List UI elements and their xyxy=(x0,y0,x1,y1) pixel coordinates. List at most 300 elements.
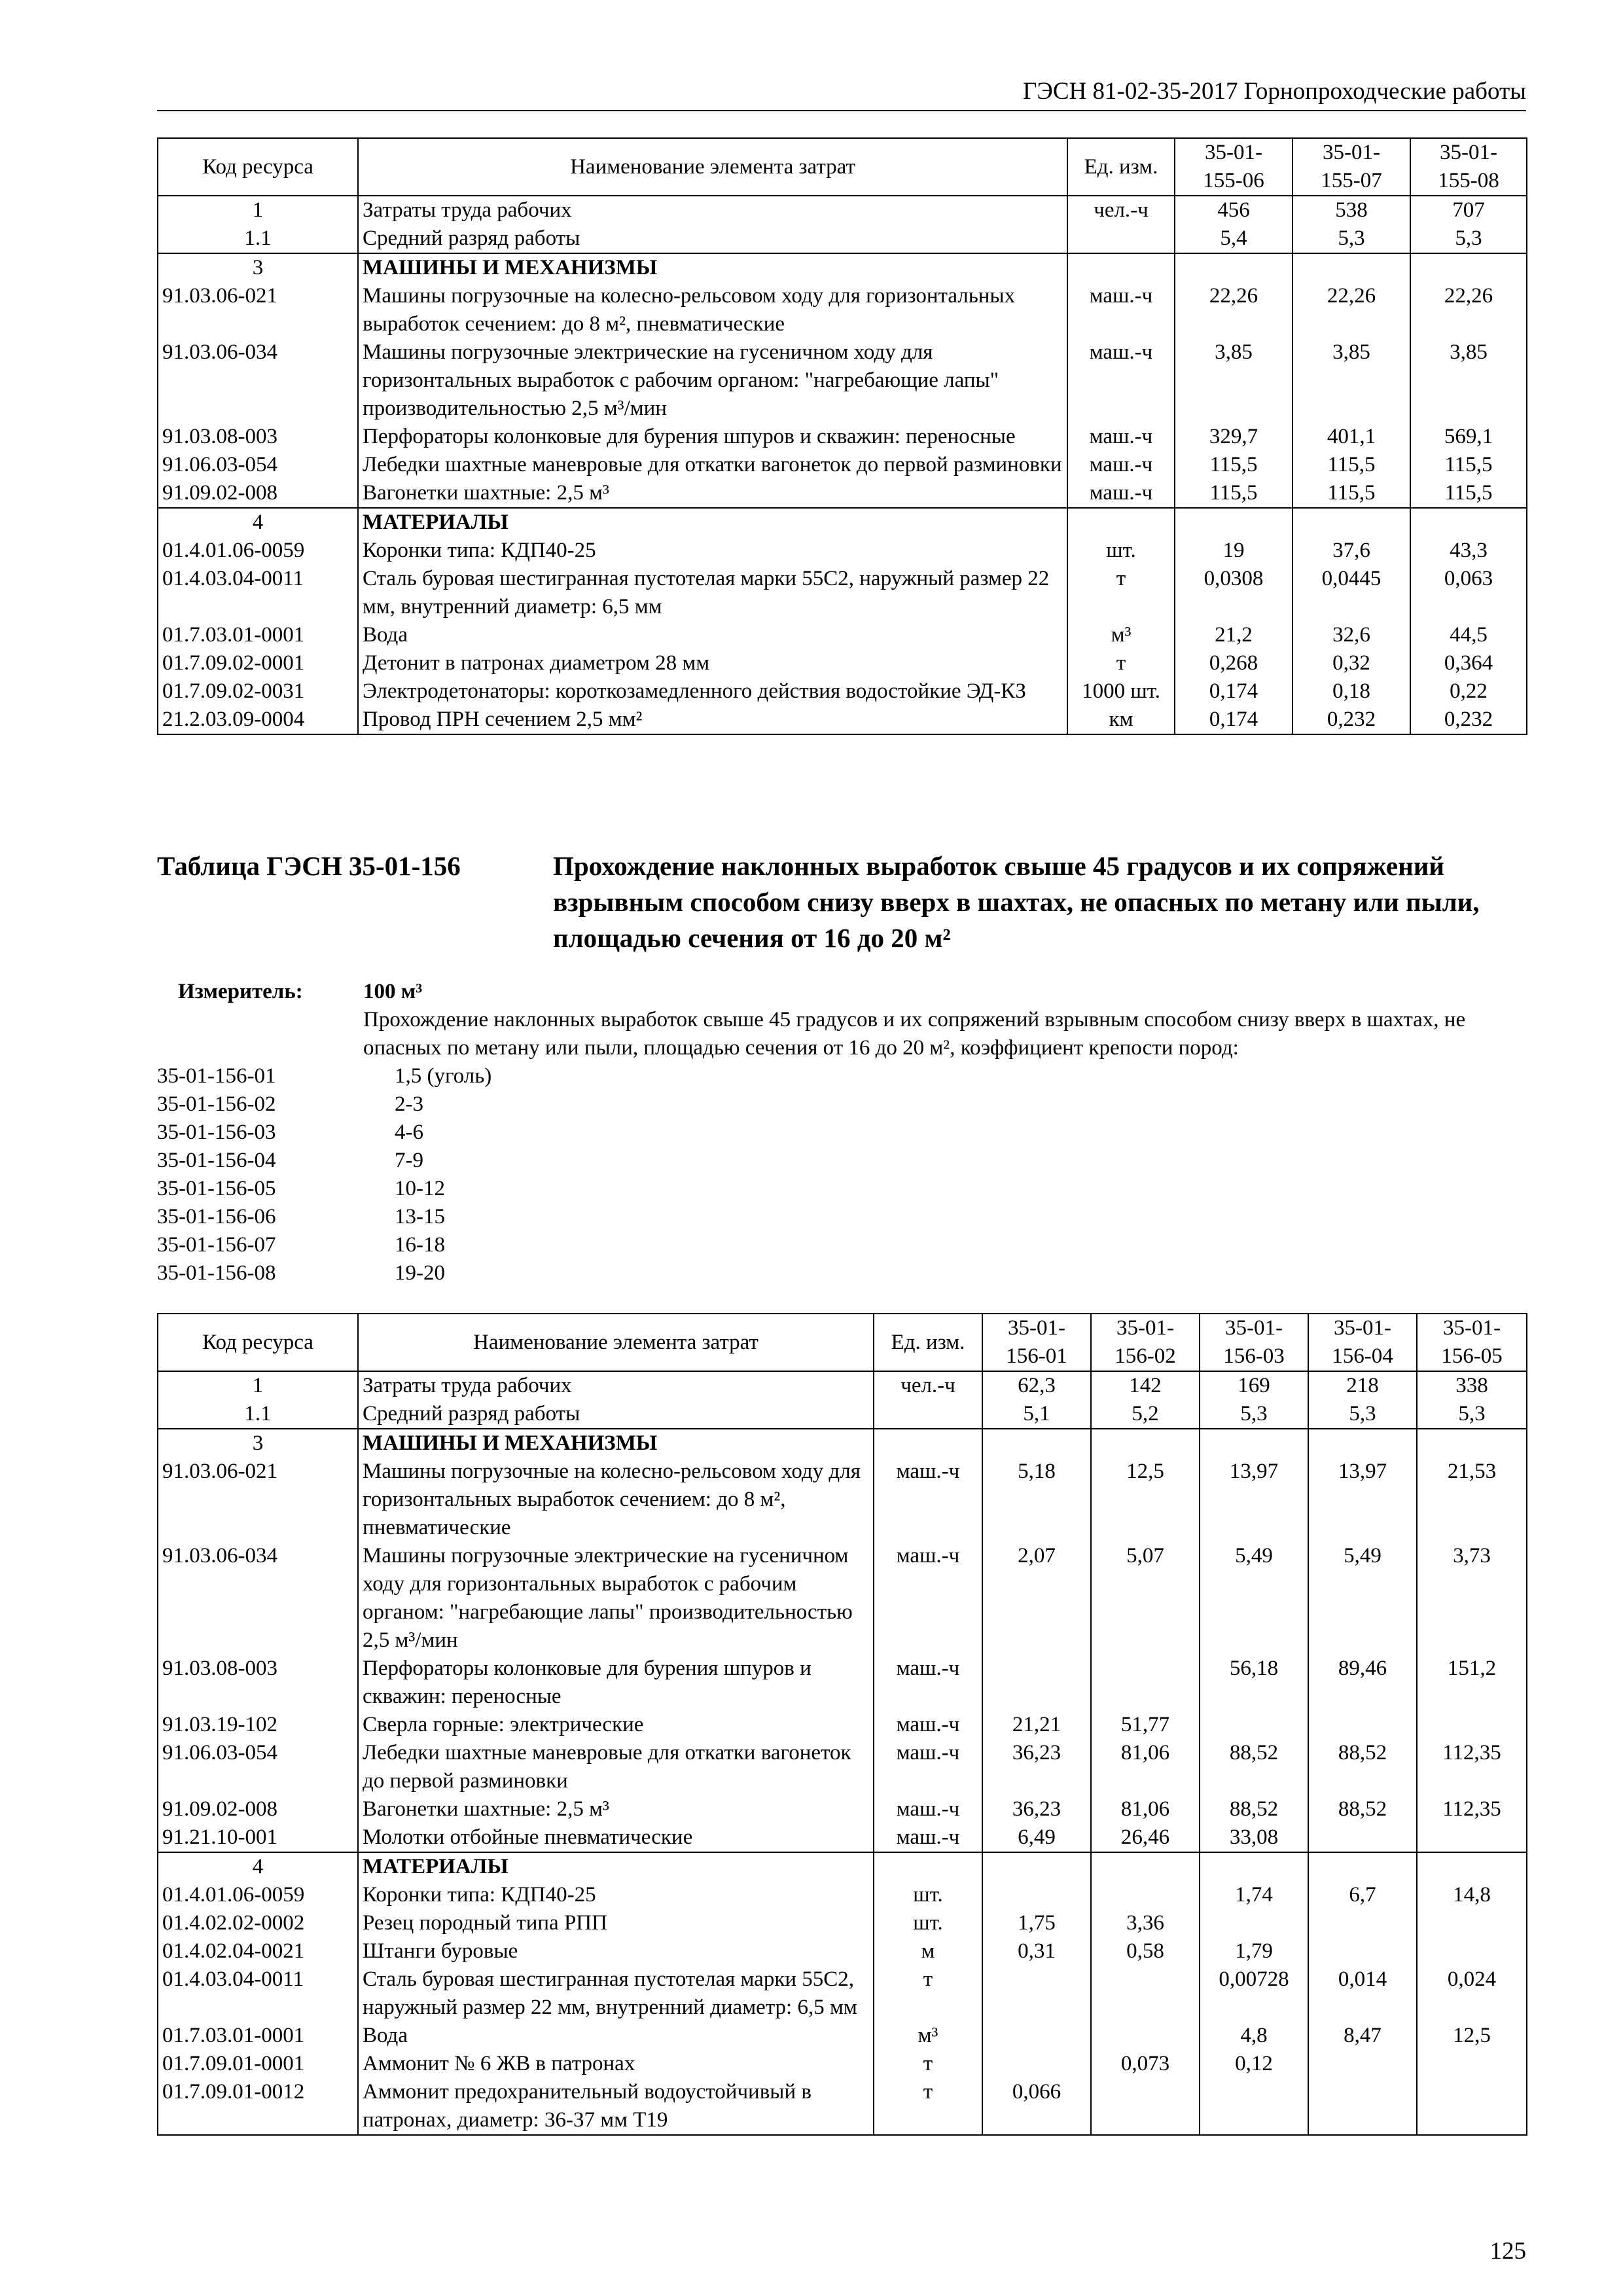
table-row xyxy=(158,1795,1527,1823)
resource-unit: т xyxy=(874,2078,982,2135)
resource-unit: маш.-ч xyxy=(874,1542,982,1655)
resource-code: 91.03.19-102 xyxy=(158,1711,358,1739)
resource-code: 91.03.08-003 xyxy=(158,1655,358,1711)
table-row xyxy=(158,1711,1527,1739)
table-row xyxy=(158,1909,1527,1937)
header-norm-code: 35-01- 156-02 xyxy=(1091,1314,1200,1371)
header-name: Наименование элемента затрат xyxy=(358,1314,874,1371)
table-row xyxy=(158,621,1527,649)
header-norm-code: 35-01- 155-06 xyxy=(1175,138,1293,196)
resource-unit: маш.-ч xyxy=(874,1795,982,1823)
header-unit: Ед. изм. xyxy=(1067,138,1175,196)
variant-row xyxy=(157,1147,746,1175)
resource-unit xyxy=(874,1429,982,1458)
norm-value: 0,066 xyxy=(982,2078,1091,2135)
norm-value: 112,35 xyxy=(1417,1739,1527,1795)
resource-name: МАШИНЫ И МЕХАНИЗМЫ xyxy=(358,253,1067,282)
variant-hardness: 13-15 xyxy=(395,1205,445,1229)
norm-value: 88,52 xyxy=(1308,1739,1417,1795)
resource-name: МАШИНЫ И МЕХАНИЗМЫ xyxy=(358,1429,874,1458)
norm-value xyxy=(1091,2078,1200,2135)
resource-unit: шт. xyxy=(874,1909,982,1937)
header-name: Наименование элемента затрат xyxy=(358,138,1067,196)
resource-code: 01.7.09.01-0012 xyxy=(158,2078,358,2135)
norm-value: 401,1 xyxy=(1293,423,1410,451)
norm-value: 5,49 xyxy=(1200,1542,1308,1655)
norm-value xyxy=(1091,1429,1200,1458)
variant-hardness: 7-9 xyxy=(395,1149,423,1172)
table-row xyxy=(158,451,1527,479)
variant-row xyxy=(157,1090,746,1119)
header-code: Код ресурса xyxy=(158,138,358,196)
resource-name: Лебедки шахтные маневровые для откатки вагонеток до первой разминовки xyxy=(358,1739,874,1795)
resource-code: 01.7.03.01-0001 xyxy=(158,2022,358,2050)
norm-value: 218 xyxy=(1308,1371,1417,1400)
norm-value xyxy=(1175,508,1293,537)
resource-unit xyxy=(874,1400,982,1429)
table-row xyxy=(158,196,1527,224)
table-row xyxy=(158,1937,1527,1965)
table-row xyxy=(158,1655,1527,1711)
norm-value: 169 xyxy=(1200,1371,1308,1400)
resource-code: 4 xyxy=(158,508,358,537)
resource-code: 01.7.09.01-0001 xyxy=(158,2050,358,2078)
resource-code: 01.4.03.04-0011 xyxy=(158,565,358,621)
norm-value xyxy=(1308,1909,1417,1937)
table-row xyxy=(158,649,1527,677)
variant-row xyxy=(157,1203,746,1231)
norm-value xyxy=(1417,1937,1527,1965)
meter-value: 100 м³ xyxy=(363,980,423,1003)
resource-unit xyxy=(1067,508,1175,537)
norm-value: 8,47 xyxy=(1308,2022,1417,2050)
table-row xyxy=(158,1371,1527,1400)
resource-name: Аммонит № 6 ЖВ в патронах xyxy=(358,2050,874,2078)
resource-code: 21.2.03.09-0004 xyxy=(158,706,358,734)
norm-value: 0,32 xyxy=(1293,649,1410,677)
table-row xyxy=(158,565,1527,621)
norm-value xyxy=(1308,1711,1417,1739)
resource-name: Детонит в патронах диаметром 28 мм xyxy=(358,649,1067,677)
table-row xyxy=(158,1852,1527,1881)
resource-code: 4 xyxy=(158,1852,358,1881)
resource-unit: маш.-ч xyxy=(874,1655,982,1711)
table-title: Прохождение наклонных выработок свыше 45 градусов и их сопряжений взрывным способом снизу вверх в шахтах, не опасных по метану или пыли, площадью сечения от 16 до 20 м² xyxy=(553,851,1480,953)
norm-value xyxy=(1308,1429,1417,1458)
table-number: Таблица ГЭСН 35-01-156 xyxy=(157,851,461,881)
resource-name: Машины погрузочные электрические на гусеничном ходу для горизонтальных выработок с рабочим органом: "нагребающие лапы" производительностью 2,5 м³/мин xyxy=(358,1542,874,1655)
table-row xyxy=(158,479,1527,508)
norm-value: 0,232 xyxy=(1410,706,1527,734)
resource-unit: маш.-ч xyxy=(874,1711,982,1739)
resource-unit: км xyxy=(1067,706,1175,734)
resource-name: Затраты труда рабочих xyxy=(358,1371,874,1400)
header-norm-code: 35-01- 155-08 xyxy=(1410,138,1527,196)
norm-value: 0,31 xyxy=(982,1937,1091,1965)
resource-name: Коронки типа: КДП40-25 xyxy=(358,1881,874,1909)
norm-value xyxy=(1417,2078,1527,2135)
norm-value: 151,2 xyxy=(1417,1655,1527,1711)
norm-value: 88,52 xyxy=(1308,1795,1417,1823)
norm-value xyxy=(1175,253,1293,282)
resource-code: 01.4.02.04-0021 xyxy=(158,1937,358,1965)
resource-table-156 xyxy=(157,1313,1527,2136)
resource-code: 91.03.06-021 xyxy=(158,1458,358,1542)
norm-value: 112,35 xyxy=(1417,1795,1527,1823)
norm-value: 89,46 xyxy=(1308,1655,1417,1711)
table-row xyxy=(158,2022,1527,2050)
norm-value xyxy=(1091,2022,1200,2050)
norm-value: 0,0445 xyxy=(1293,565,1410,621)
table-row xyxy=(158,1429,1527,1458)
norm-value: 338 xyxy=(1417,1371,1527,1400)
norm-value xyxy=(1200,2078,1308,2135)
table-row xyxy=(158,338,1527,423)
variant-list xyxy=(157,1062,746,1287)
resource-unit: маш.-ч xyxy=(874,1823,982,1852)
header-unit: Ед. изм. xyxy=(874,1314,982,1371)
table-row xyxy=(158,1458,1527,1542)
norm-value: 5,3 xyxy=(1308,1400,1417,1429)
variant-hardness: 10-12 xyxy=(395,1177,445,1200)
norm-value xyxy=(1308,2078,1417,2135)
norm-value: 12,5 xyxy=(1417,2022,1527,2050)
resource-name: Машины погрузочные на колесно-рельсовом ходу для горизонтальных выработок сечением: до 8 м², пневматические xyxy=(358,282,1067,338)
norm-value: 14,8 xyxy=(1417,1881,1527,1909)
norm-value xyxy=(1308,1937,1417,1965)
resource-code: 01.4.03.04-0011 xyxy=(158,1965,358,2022)
resource-name: Вода xyxy=(358,2022,874,2050)
norm-value: 0,12 xyxy=(1200,2050,1308,2078)
resource-name: МАТЕРИАЛЫ xyxy=(358,1852,874,1881)
resource-unit: маш.-ч xyxy=(1067,282,1175,338)
resource-code: 3 xyxy=(158,253,358,282)
norm-value: 37,6 xyxy=(1293,537,1410,565)
resource-code: 91.21.10-001 xyxy=(158,1823,358,1852)
resource-table-155 xyxy=(157,137,1527,735)
table-header-row xyxy=(158,1314,1527,1371)
resource-name: Машины погрузочные на колесно-рельсовом ходу для горизонтальных выработок сечением: до 8 м², пневматические xyxy=(358,1458,874,1542)
norm-value: 62,3 xyxy=(982,1371,1091,1400)
table-row xyxy=(158,537,1527,565)
norm-value: 22,26 xyxy=(1293,282,1410,338)
header-norm-code: 35-01- 156-05 xyxy=(1417,1314,1527,1371)
resource-name: Вода xyxy=(358,621,1067,649)
norm-value: 0,174 xyxy=(1175,677,1293,706)
norm-value xyxy=(1417,1429,1527,1458)
norm-value: 21,53 xyxy=(1417,1458,1527,1542)
table-row xyxy=(158,677,1527,706)
norm-value: 26,46 xyxy=(1091,1823,1200,1852)
variant-row xyxy=(157,1259,746,1287)
variant-code: 35-01-156-05 xyxy=(157,1177,276,1200)
norm-value: 0,364 xyxy=(1410,649,1527,677)
resource-name: Провод ПРН сечением 2,5 мм² xyxy=(358,706,1067,734)
norm-value: 4,8 xyxy=(1200,2022,1308,2050)
norm-value: 51,77 xyxy=(1091,1711,1200,1739)
norm-value xyxy=(1417,1852,1527,1881)
norm-value: 5,3 xyxy=(1200,1400,1308,1429)
table-row xyxy=(158,1739,1527,1795)
resource-name: Молотки отбойные пневматические xyxy=(358,1823,874,1852)
norm-value xyxy=(1293,508,1410,537)
norm-value: 19 xyxy=(1175,537,1293,565)
resource-name: Машины погрузочные электрические на гусеничном ходу для горизонтальных выработок с рабочим органом: "нагребающие лапы" производительностью 2,5 м³/мин xyxy=(358,338,1067,423)
norm-value xyxy=(1410,253,1527,282)
resource-code: 91.03.08-003 xyxy=(158,423,358,451)
norm-value xyxy=(982,2050,1091,2078)
resource-unit: т xyxy=(1067,649,1175,677)
resource-unit: маш.-ч xyxy=(1067,451,1175,479)
header-norm-code: 35-01- 156-03 xyxy=(1200,1314,1308,1371)
norm-value: 36,23 xyxy=(982,1739,1091,1795)
resource-code: 1 xyxy=(158,1371,358,1400)
norm-value: 32,6 xyxy=(1293,621,1410,649)
table-row xyxy=(158,1823,1527,1852)
norm-value: 115,5 xyxy=(1293,451,1410,479)
table-row xyxy=(158,423,1527,451)
norm-value: 0,00728 xyxy=(1200,1965,1308,2022)
resource-name: Вагонетки шахтные: 2,5 м³ xyxy=(358,479,1067,508)
norm-value: 13,97 xyxy=(1308,1458,1417,1542)
norm-value xyxy=(982,1655,1091,1711)
norm-value: 1,79 xyxy=(1200,1937,1308,1965)
table-row xyxy=(158,2050,1527,2078)
resource-code: 91.06.03-054 xyxy=(158,451,358,479)
norm-value: 0,58 xyxy=(1091,1937,1200,1965)
header-norm-code: 35-01- 156-04 xyxy=(1308,1314,1417,1371)
norm-value xyxy=(982,1852,1091,1881)
resource-unit: т xyxy=(1067,565,1175,621)
page-header xyxy=(157,73,1526,111)
norm-value xyxy=(1200,1909,1308,1937)
resource-unit xyxy=(1067,253,1175,282)
table-row xyxy=(158,1881,1527,1909)
norm-value: 81,06 xyxy=(1091,1739,1200,1795)
norm-value: 707 xyxy=(1410,196,1527,224)
norm-value: 6,7 xyxy=(1308,1881,1417,1909)
resource-unit: т xyxy=(874,1965,982,2022)
resource-name: Сталь буровая шестигранная пустотелая марки 55С2, наружный размер 22 мм, внутренний диаметр: 6,5 мм xyxy=(358,1965,874,2022)
resource-unit: маш.-ч xyxy=(1067,338,1175,423)
table-row xyxy=(158,2078,1527,2135)
resource-code: 1.1 xyxy=(158,224,358,253)
norm-value: 5,4 xyxy=(1175,224,1293,253)
norm-value: 3,36 xyxy=(1091,1909,1200,1937)
norm-value xyxy=(1200,1711,1308,1739)
resource-code: 01.7.09.02-0031 xyxy=(158,677,358,706)
table-row xyxy=(158,706,1527,734)
norm-value xyxy=(1417,2050,1527,2078)
table-row xyxy=(158,1965,1527,2022)
norm-value xyxy=(982,2022,1091,2050)
norm-value: 5,2 xyxy=(1091,1400,1200,1429)
norm-value: 5,07 xyxy=(1091,1542,1200,1655)
resource-code: 01.4.01.06-0059 xyxy=(158,537,358,565)
norm-value xyxy=(1417,1823,1527,1852)
resource-code: 01.7.03.01-0001 xyxy=(158,621,358,649)
norm-value: 81,06 xyxy=(1091,1795,1200,1823)
meter-description: Прохождение наклонных выработок свыше 45 градусов и их сопряжений взрывным способом снизу вверх в шахтах, не опасных по метану или пыли, площадью сечения от 16 до 20 м², коэффициент крепости пород: xyxy=(363,1008,1466,1060)
norm-value: 21,21 xyxy=(982,1711,1091,1739)
resource-name: Перфораторы колонковые для бурения шпуров и скважин: переносные xyxy=(358,1655,874,1711)
norm-value: 0,268 xyxy=(1175,649,1293,677)
resource-code: 01.7.09.02-0001 xyxy=(158,649,358,677)
norm-value: 0,0308 xyxy=(1175,565,1293,621)
resource-code: 91.09.02-008 xyxy=(158,1795,358,1823)
resource-name: Лебедки шахтные маневровые для откатки вагонеток до первой разминовки xyxy=(358,451,1067,479)
table-row xyxy=(158,282,1527,338)
variant-code: 35-01-156-04 xyxy=(157,1149,276,1172)
variant-hardness: 1,5 (уголь) xyxy=(395,1064,492,1088)
table-header-row xyxy=(158,138,1527,196)
resource-code: 1 xyxy=(158,196,358,224)
norm-value: 13,97 xyxy=(1200,1458,1308,1542)
norm-value: 0,232 xyxy=(1293,706,1410,734)
document-title: ГЭСН 81-02-35-2017 Горнопроходческие работы xyxy=(1023,78,1526,105)
norm-value: 5,3 xyxy=(1417,1400,1527,1429)
norm-value: 21,2 xyxy=(1175,621,1293,649)
resource-name: Электродетонаторы: короткозамедленного действия водостойкие ЭД-КЗ xyxy=(358,677,1067,706)
norm-value: 56,18 xyxy=(1200,1655,1308,1711)
resource-name: Сверла горные: электрические xyxy=(358,1711,874,1739)
resource-name: Коронки типа: КДП40-25 xyxy=(358,537,1067,565)
resource-code: 1.1 xyxy=(158,1400,358,1429)
norm-value: 456 xyxy=(1175,196,1293,224)
norm-value: 115,5 xyxy=(1293,479,1410,508)
norm-value: 0,063 xyxy=(1410,565,1527,621)
norm-value: 22,26 xyxy=(1175,282,1293,338)
variant-hardness: 19-20 xyxy=(395,1261,445,1285)
norm-value: 329,7 xyxy=(1175,423,1293,451)
resource-unit: маш.-ч xyxy=(1067,423,1175,451)
resource-code: 91.09.02-008 xyxy=(158,479,358,508)
resource-name: Сталь буровая шестигранная пустотелая марки 55С2, наружный размер 22 мм, внутренний диаметр: 6,5 мм xyxy=(358,565,1067,621)
resource-unit: маш.-ч xyxy=(1067,479,1175,508)
resource-unit: м³ xyxy=(1067,621,1175,649)
norm-value xyxy=(1200,1429,1308,1458)
variant-row xyxy=(157,1175,746,1203)
norm-value xyxy=(1417,1909,1527,1937)
norm-value: 115,5 xyxy=(1175,479,1293,508)
norm-value: 0,18 xyxy=(1293,677,1410,706)
table-row xyxy=(158,1542,1527,1655)
resource-unit xyxy=(874,1852,982,1881)
norm-value: 2,07 xyxy=(982,1542,1091,1655)
norm-value: 569,1 xyxy=(1410,423,1527,451)
norm-value xyxy=(982,1965,1091,2022)
norm-value xyxy=(1091,1881,1200,1909)
norm-value: 88,52 xyxy=(1200,1739,1308,1795)
variant-row xyxy=(157,1062,746,1090)
norm-value: 142 xyxy=(1091,1371,1200,1400)
norm-value: 3,85 xyxy=(1293,338,1410,423)
table-row xyxy=(158,1400,1527,1429)
norm-value xyxy=(982,1881,1091,1909)
norm-value: 0,073 xyxy=(1091,2050,1200,2078)
norm-value xyxy=(1308,2050,1417,2078)
variant-code: 35-01-156-03 xyxy=(157,1121,276,1144)
table-row xyxy=(158,253,1527,282)
norm-value: 0,024 xyxy=(1417,1965,1527,2022)
norm-value: 1,74 xyxy=(1200,1881,1308,1909)
resource-name: Затраты труда рабочих xyxy=(358,196,1067,224)
norm-value: 115,5 xyxy=(1410,451,1527,479)
resource-code: 91.06.03-054 xyxy=(158,1739,358,1795)
resource-code: 91.03.06-034 xyxy=(158,1542,358,1655)
norm-value: 5,49 xyxy=(1308,1542,1417,1655)
resource-name: Вагонетки шахтные: 2,5 м³ xyxy=(358,1795,874,1823)
header-norm-code: 35-01- 156-01 xyxy=(982,1314,1091,1371)
norm-value xyxy=(1091,1655,1200,1711)
variant-code: 35-01-156-02 xyxy=(157,1092,276,1116)
norm-value xyxy=(982,1429,1091,1458)
table-row xyxy=(158,224,1527,253)
resource-unit: т xyxy=(874,2050,982,2078)
table-row xyxy=(158,508,1527,537)
norm-value xyxy=(1200,1852,1308,1881)
resource-unit: маш.-ч xyxy=(874,1458,982,1542)
norm-value xyxy=(1410,508,1527,537)
resource-unit: 1000 шт. xyxy=(1067,677,1175,706)
variant-code: 35-01-156-07 xyxy=(157,1233,276,1257)
variant-code: 35-01-156-06 xyxy=(157,1205,276,1229)
norm-value: 3,85 xyxy=(1175,338,1293,423)
resource-unit: чел.-ч xyxy=(874,1371,982,1400)
norm-value: 5,18 xyxy=(982,1458,1091,1542)
resource-name: Аммонит предохранительный водоустойчивый в патронах, диаметр: 36-37 мм Т19 xyxy=(358,2078,874,2135)
resource-name: МАТЕРИАЛЫ xyxy=(358,508,1067,537)
norm-value xyxy=(1308,1823,1417,1852)
variant-row xyxy=(157,1119,746,1147)
norm-value: 0,014 xyxy=(1308,1965,1417,2022)
norm-value: 6,49 xyxy=(982,1823,1091,1852)
norm-value xyxy=(1308,1852,1417,1881)
norm-value xyxy=(1091,1852,1200,1881)
resource-code: 01.4.02.02-0002 xyxy=(158,1909,358,1937)
resource-name: Перфораторы колонковые для бурения шпуров и скважин: переносные xyxy=(358,423,1067,451)
header-norm-code: 35-01- 155-07 xyxy=(1293,138,1410,196)
norm-value: 43,3 xyxy=(1410,537,1527,565)
norm-value: 0,174 xyxy=(1175,706,1293,734)
resource-code: 01.4.01.06-0059 xyxy=(158,1881,358,1909)
resource-name: Средний разряд работы xyxy=(358,1400,874,1429)
resource-name: Резец породный типа РПП xyxy=(358,1909,874,1937)
norm-value: 1,75 xyxy=(982,1909,1091,1937)
variant-code: 35-01-156-08 xyxy=(157,1261,276,1285)
norm-value: 36,23 xyxy=(982,1795,1091,1823)
norm-value: 5,1 xyxy=(982,1400,1091,1429)
resource-unit: маш.-ч xyxy=(874,1739,982,1795)
resource-unit: м xyxy=(874,1937,982,1965)
norm-value xyxy=(1091,1965,1200,2022)
resource-name: Средний разряд работы xyxy=(358,224,1067,253)
norm-value: 115,5 xyxy=(1410,479,1527,508)
page-number: 125 xyxy=(1489,2238,1526,2265)
resource-name: Штанги буровые xyxy=(358,1937,874,1965)
norm-value: 5,3 xyxy=(1293,224,1410,253)
norm-value: 33,08 xyxy=(1200,1823,1308,1852)
norm-value: 538 xyxy=(1293,196,1410,224)
norm-value: 12,5 xyxy=(1091,1458,1200,1542)
meter-label: Измеритель: xyxy=(178,980,303,1003)
resource-code: 91.03.06-021 xyxy=(158,282,358,338)
header-code: Код ресурса xyxy=(158,1314,358,1371)
variant-row xyxy=(157,1231,746,1259)
variant-code: 35-01-156-01 xyxy=(157,1064,276,1088)
resource-unit xyxy=(1067,224,1175,253)
norm-value: 88,52 xyxy=(1200,1795,1308,1823)
